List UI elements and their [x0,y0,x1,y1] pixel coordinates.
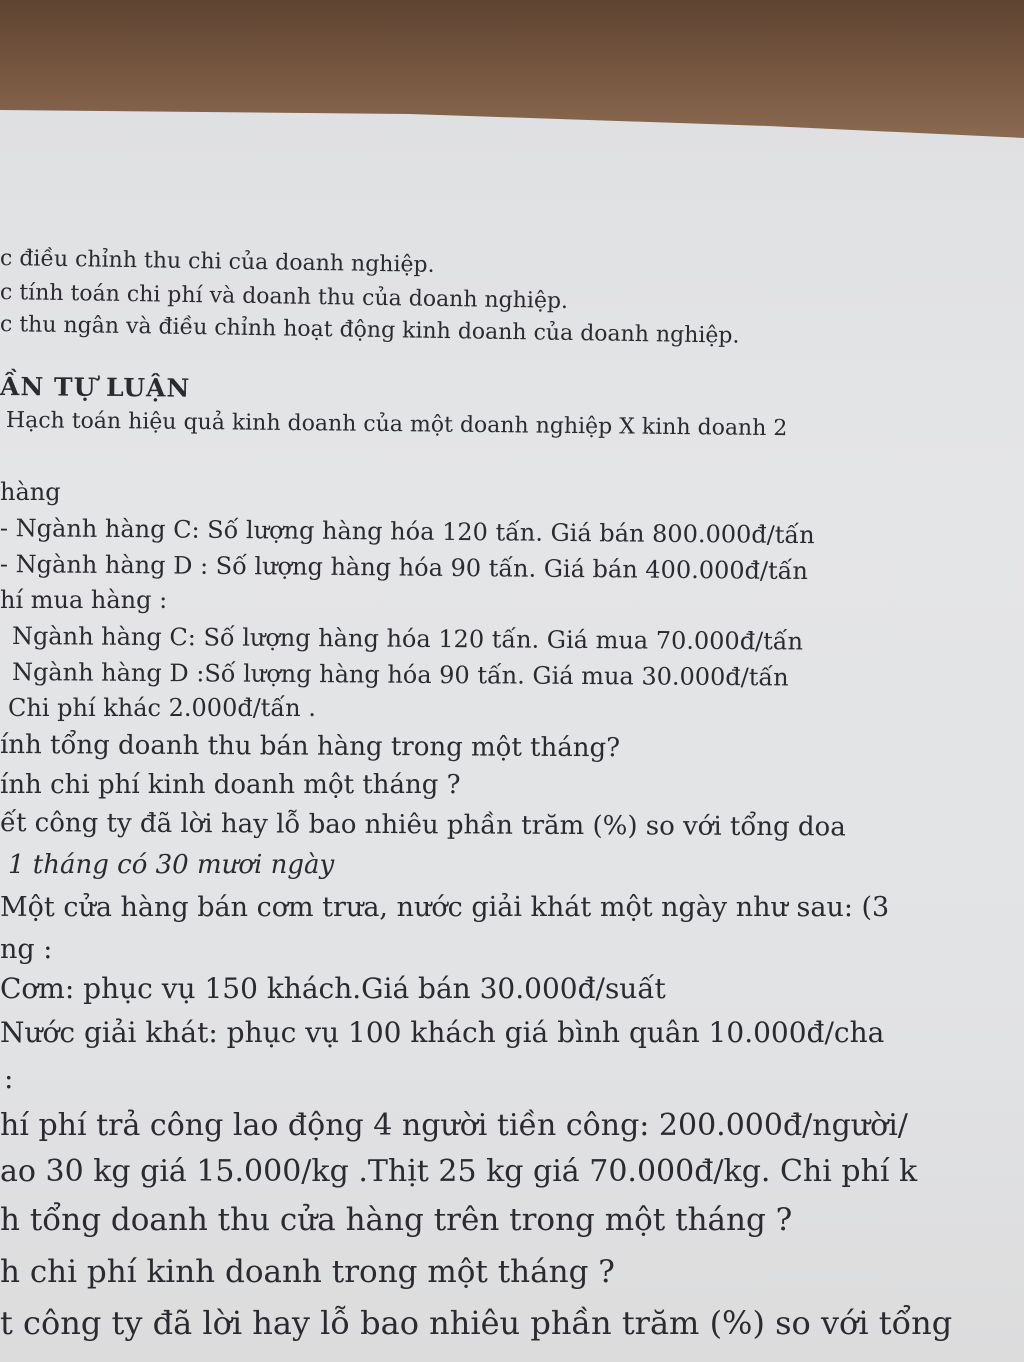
text-line: h chi phí kinh doanh trong một tháng ? [0,1254,615,1290]
text-line: ết công ty đã lời hay lỗ bao nhiêu phần trăm (%) so với tổng doa [0,808,846,843]
text-line: Chi phí khác 2.000đ/tấn . [8,694,316,722]
text-line: Hạch toán hiệu quả kinh doanh của một doanh nghiệp X kinh doanh 2 [5,408,788,442]
text-line: - Ngành hàng D : Số lượng hàng hóa 90 tấn. Giá bán 400.000đ/tấn [0,550,808,586]
text-line: Ngành hàng D :Số lượng hàng hóa 90 tấn. Giá mua 30.000đ/tấn [11,658,789,692]
text-line: hí phí trả công lao động 4 người tiền công: 200.000đ/người/ [0,1108,908,1143]
text-line: ính tổng doanh thu bán hàng trong một tháng? [0,730,621,764]
text-line: - Ngành hàng C: Số lượng hàng hóa 120 tấn. Giá bán 800.000đ/tấn [0,514,815,550]
text-line: t công ty đã lời hay lỗ bao nhiêu phần trăm (%) so với tổng [0,1304,953,1342]
text-line: Cơm: phục vụ 150 khách.Giá bán 30.000đ/suất [0,972,666,1005]
text-line: c tính toán chi phí và doanh thu của doanh nghiệp. [0,280,569,314]
text-line: 1 tháng có 30 mươi ngày [8,850,335,880]
section-heading: ẦN TỰ LUẬN [0,372,191,403]
text-line: ng : [0,934,53,965]
text-line: hàng [0,478,61,506]
text-line: : [4,1062,14,1095]
text-line: c thu ngân và điều chỉnh hoạt động kinh doanh của doanh nghiệp. [0,312,740,349]
text-line: Một cửa hàng bán cơm trưa, nước giải khát một ngày như sau: (3 [0,892,890,923]
text-line: c điều chỉnh thu chi của doanh nghiệp. [0,246,435,278]
text-line: h tổng doanh thu cửa hàng trên trong một tháng ? [0,1202,793,1238]
text-line: ính chi phí kinh doanh một tháng ? [0,770,461,800]
text-line: ao 30 kg giá 15.000/kg .Thịt 25 kg giá 70.000đ/kg. Chi phí k [0,1154,918,1189]
text-line: hí mua hàng : [0,586,168,614]
text-line: Ngành hàng C: Số lượng hàng hóa 120 tấn. Giá mua 70.000đ/tấn [11,622,804,656]
text-line: Nước giải khát: phục vụ 100 khách giá bình quân 10.000đ/cha [0,1016,885,1049]
